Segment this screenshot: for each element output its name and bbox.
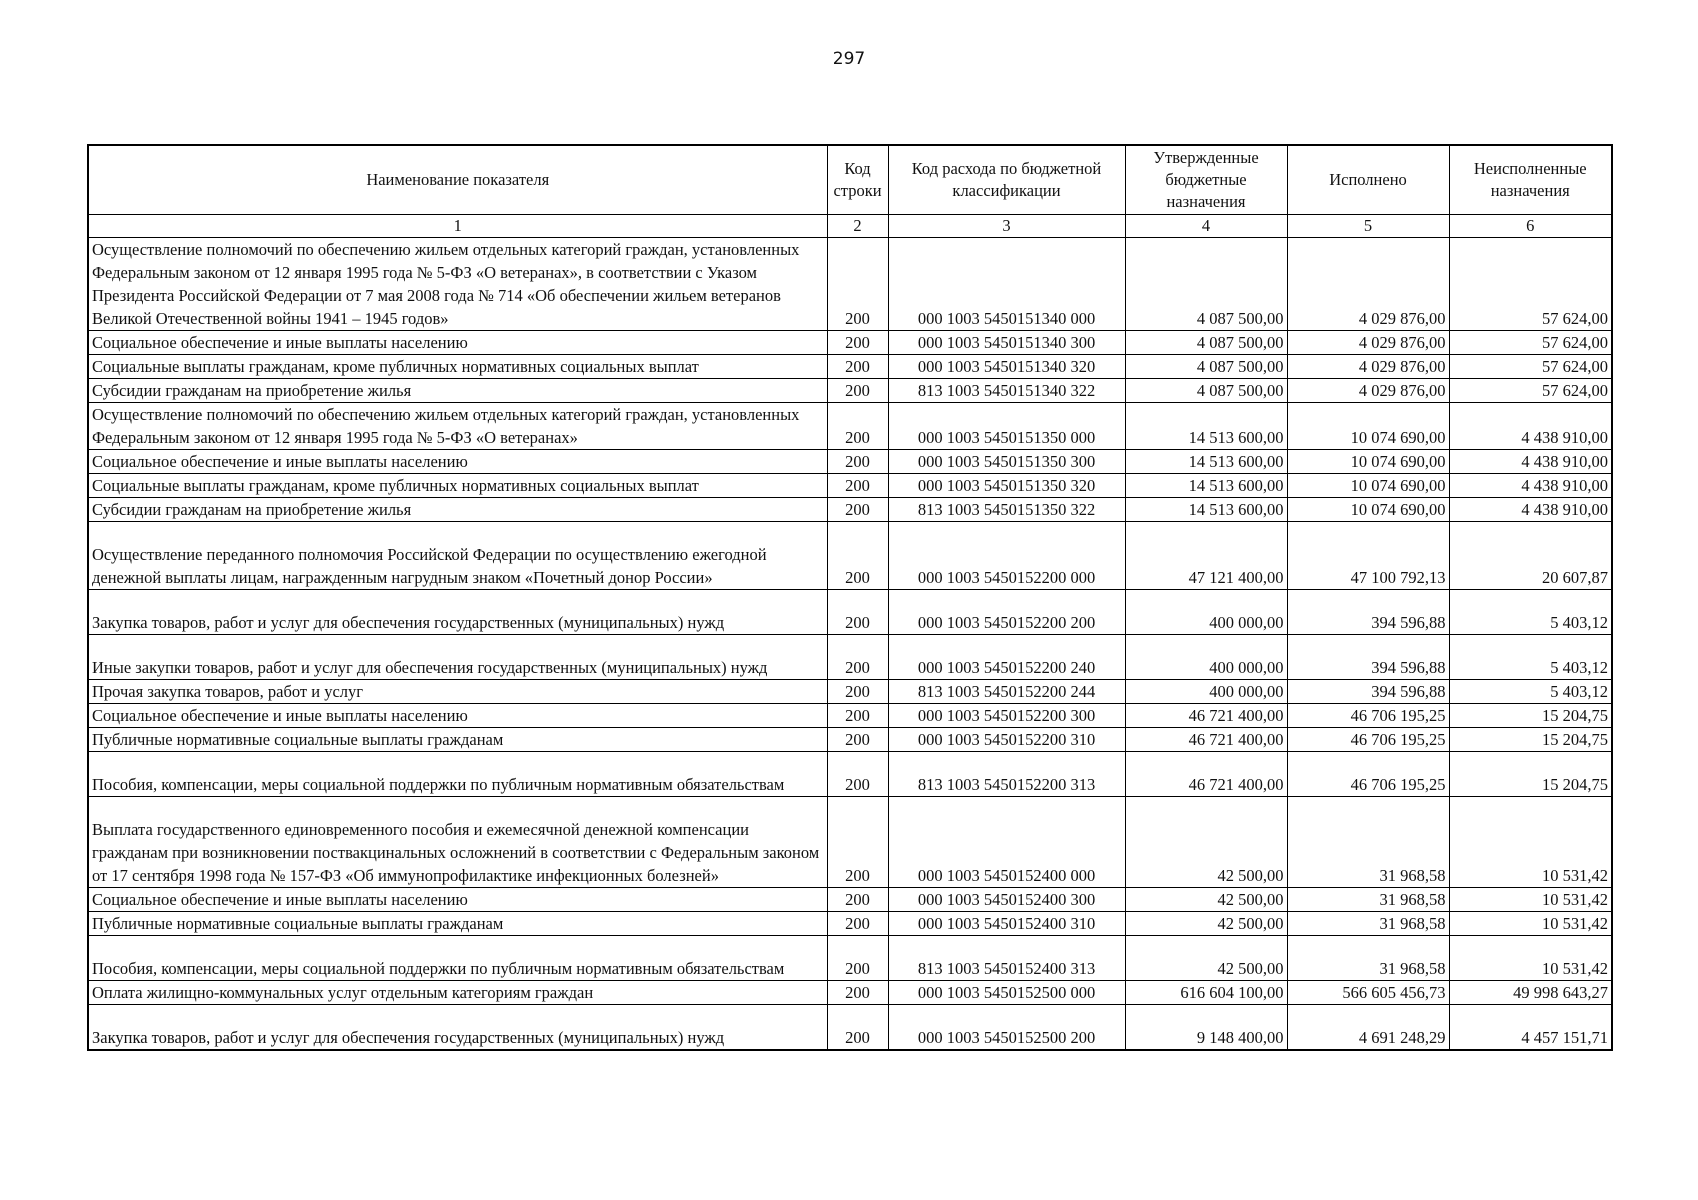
table-row	[88, 474, 1612, 498]
row-unexecuted: 4 438 910,00	[1449, 403, 1612, 450]
row-executed: 31 968,58	[1287, 888, 1449, 912]
row-name: Закупка товаров, работ и услуг для обеспечения государственных (муниципальных) нужд	[88, 1005, 827, 1050]
row-classification: 000 1003 5450152200 000	[888, 522, 1125, 590]
row-unexecuted: 57 624,00	[1449, 331, 1612, 355]
row-unexecuted: 10 531,42	[1449, 936, 1612, 981]
row-approved: 4 087 500,00	[1125, 238, 1287, 331]
column-number: 2	[827, 215, 888, 238]
row-classification: 000 1003 5450152400 000	[888, 797, 1125, 888]
column-number: 6	[1449, 215, 1612, 238]
table-row	[88, 379, 1612, 403]
row-unexecuted: 10 531,42	[1449, 888, 1612, 912]
row-approved: 42 500,00	[1125, 797, 1287, 888]
header-approved: Утвержденные бюджетные назначения	[1125, 145, 1287, 215]
column-number: 3	[888, 215, 1125, 238]
column-number: 4	[1125, 215, 1287, 238]
row-name: Пособия, компенсации, меры социальной поддержки по публичным нормативным обязательствам	[88, 752, 827, 797]
row-classification: 813 1003 5450151340 322	[888, 379, 1125, 403]
column-number: 1	[88, 215, 827, 238]
row-name: Социальные выплаты гражданам, кроме публичных нормативных социальных выплат	[88, 474, 827, 498]
row-unexecuted: 15 204,75	[1449, 704, 1612, 728]
row-executed: 4 029 876,00	[1287, 238, 1449, 331]
row-line-code: 200	[827, 728, 888, 752]
row-classification: 000 1003 5450151340 320	[888, 355, 1125, 379]
row-unexecuted: 57 624,00	[1449, 355, 1612, 379]
row-classification: 000 1003 5450152500 200	[888, 1005, 1125, 1050]
row-name: Публичные нормативные социальные выплаты гражданам	[88, 728, 827, 752]
row-executed: 10 074 690,00	[1287, 450, 1449, 474]
row-approved: 400 000,00	[1125, 635, 1287, 680]
row-line-code: 200	[827, 888, 888, 912]
table-row	[88, 1005, 1612, 1050]
row-approved: 47 121 400,00	[1125, 522, 1287, 590]
table-row	[88, 403, 1612, 450]
row-executed: 31 968,58	[1287, 912, 1449, 936]
table-row	[88, 590, 1612, 635]
row-executed: 10 074 690,00	[1287, 474, 1449, 498]
row-executed: 394 596,88	[1287, 680, 1449, 704]
row-executed: 47 100 792,13	[1287, 522, 1449, 590]
row-name: Прочая закупка товаров, работ и услуг	[88, 680, 827, 704]
table-row	[88, 331, 1612, 355]
table-row	[88, 981, 1612, 1005]
column-number: 5	[1287, 215, 1449, 238]
row-line-code: 200	[827, 1005, 888, 1050]
row-unexecuted: 57 624,00	[1449, 238, 1612, 331]
header-line-code: Код строки	[827, 145, 888, 215]
row-name: Оплата жилищно-коммунальных услуг отдельным категориям граждан	[88, 981, 827, 1005]
row-unexecuted: 5 403,12	[1449, 635, 1612, 680]
row-name: Закупка товаров, работ и услуг для обеспечения государственных (муниципальных) нужд	[88, 590, 827, 635]
row-executed: 4 029 876,00	[1287, 379, 1449, 403]
row-unexecuted: 15 204,75	[1449, 752, 1612, 797]
table-row	[88, 888, 1612, 912]
row-classification: 000 1003 5450151350 300	[888, 450, 1125, 474]
row-approved: 4 087 500,00	[1125, 379, 1287, 403]
row-line-code: 200	[827, 912, 888, 936]
row-approved: 42 500,00	[1125, 912, 1287, 936]
row-classification: 000 1003 5450151350 320	[888, 474, 1125, 498]
row-approved: 46 721 400,00	[1125, 752, 1287, 797]
row-line-code: 200	[827, 635, 888, 680]
row-line-code: 200	[827, 981, 888, 1005]
row-executed: 4 029 876,00	[1287, 331, 1449, 355]
header-unexecuted: Неисполненные назначения	[1449, 145, 1612, 215]
table-row	[88, 522, 1612, 590]
row-classification: 000 1003 5450151340 300	[888, 331, 1125, 355]
page-number: 297	[832, 49, 866, 69]
row-name: Социальные выплаты гражданам, кроме публичных нормативных социальных выплат	[88, 355, 827, 379]
row-name: Социальное обеспечение и иные выплаты населению	[88, 888, 827, 912]
row-classification: 000 1003 5450152200 200	[888, 590, 1125, 635]
row-executed: 4 691 248,29	[1287, 1005, 1449, 1050]
row-approved: 46 721 400,00	[1125, 728, 1287, 752]
row-name: Публичные нормативные социальные выплаты гражданам	[88, 912, 827, 936]
row-executed: 46 706 195,25	[1287, 728, 1449, 752]
row-executed: 31 968,58	[1287, 936, 1449, 981]
row-classification: 000 1003 5450151350 000	[888, 403, 1125, 450]
row-name: Осуществление полномочий по обеспечению жильем отдельных категорий граждан, установленных Федеральным законом от 12 января 1995 года № 5-ФЗ «О ветеранах»	[88, 403, 827, 450]
row-unexecuted: 57 624,00	[1449, 379, 1612, 403]
row-line-code: 200	[827, 379, 888, 403]
table-body	[88, 238, 1612, 1050]
row-name: Субсидии гражданам на приобретение жилья	[88, 379, 827, 403]
row-classification: 813 1003 5450151350 322	[888, 498, 1125, 522]
row-approved: 4 087 500,00	[1125, 355, 1287, 379]
row-approved: 42 500,00	[1125, 888, 1287, 912]
row-line-code: 200	[827, 752, 888, 797]
row-line-code: 200	[827, 590, 888, 635]
row-line-code: 200	[827, 238, 888, 331]
table-row	[88, 912, 1612, 936]
row-executed: 4 029 876,00	[1287, 355, 1449, 379]
table-row	[88, 936, 1612, 981]
row-classification: 813 1003 5450152400 313	[888, 936, 1125, 981]
row-classification: 000 1003 5450152400 310	[888, 912, 1125, 936]
row-unexecuted: 20 607,87	[1449, 522, 1612, 590]
row-line-code: 200	[827, 331, 888, 355]
row-approved: 4 087 500,00	[1125, 331, 1287, 355]
row-classification: 000 1003 5450152200 310	[888, 728, 1125, 752]
row-approved: 42 500,00	[1125, 936, 1287, 981]
row-unexecuted: 4 438 910,00	[1449, 474, 1612, 498]
row-executed: 566 605 456,73	[1287, 981, 1449, 1005]
row-unexecuted: 5 403,12	[1449, 680, 1612, 704]
row-name: Осуществление переданного полномочия Российской Федерации по осуществлению ежегодной денежной выплаты лицам, награжденным нагрудным знаком «Почетный донор России»	[88, 522, 827, 590]
row-unexecuted: 5 403,12	[1449, 590, 1612, 635]
table-row	[88, 635, 1612, 680]
table-row	[88, 797, 1612, 888]
row-line-code: 200	[827, 680, 888, 704]
header-executed: Исполнено	[1287, 145, 1449, 215]
table-row	[88, 728, 1612, 752]
row-classification: 000 1003 5450151340 000	[888, 238, 1125, 331]
row-approved: 46 721 400,00	[1125, 704, 1287, 728]
row-name: Выплата государственного единовременного пособия и ежемесячной денежной компенсации гражданам при возникновении поствакцинальных осложнений в соответствии с Федеральным законом от 17 сентября 1998 года № 157-ФЗ «Об иммунопрофилактике инфекционных болезней»	[88, 797, 827, 888]
table-row	[88, 498, 1612, 522]
row-unexecuted: 4 438 910,00	[1449, 450, 1612, 474]
row-unexecuted: 15 204,75	[1449, 728, 1612, 752]
row-unexecuted: 4 457 151,71	[1449, 1005, 1612, 1050]
header-classification: Код расхода по бюджетной классификации	[888, 145, 1125, 215]
row-name: Субсидии гражданам на приобретение жилья	[88, 498, 827, 522]
table-row	[88, 704, 1612, 728]
row-classification: 813 1003 5450152200 244	[888, 680, 1125, 704]
row-approved: 14 513 600,00	[1125, 450, 1287, 474]
row-line-code: 200	[827, 474, 888, 498]
row-unexecuted: 4 438 910,00	[1449, 498, 1612, 522]
table-row	[88, 238, 1612, 331]
table-row	[88, 450, 1612, 474]
row-classification: 000 1003 5450152400 300	[888, 888, 1125, 912]
row-line-code: 200	[827, 450, 888, 474]
row-approved: 400 000,00	[1125, 680, 1287, 704]
row-line-code: 200	[827, 355, 888, 379]
row-executed: 10 074 690,00	[1287, 498, 1449, 522]
row-approved: 14 513 600,00	[1125, 403, 1287, 450]
row-approved: 9 148 400,00	[1125, 1005, 1287, 1050]
row-name: Социальное обеспечение и иные выплаты населению	[88, 450, 827, 474]
row-name: Социальное обеспечение и иные выплаты населению	[88, 704, 827, 728]
row-line-code: 200	[827, 403, 888, 450]
row-line-code: 200	[827, 936, 888, 981]
table-header	[88, 145, 1612, 238]
row-approved: 400 000,00	[1125, 590, 1287, 635]
row-unexecuted: 10 531,42	[1449, 912, 1612, 936]
row-executed: 394 596,88	[1287, 590, 1449, 635]
row-classification: 000 1003 5450152200 300	[888, 704, 1125, 728]
table-row	[88, 752, 1612, 797]
row-line-code: 200	[827, 498, 888, 522]
row-executed: 31 968,58	[1287, 797, 1449, 888]
row-approved: 14 513 600,00	[1125, 474, 1287, 498]
row-line-code: 200	[827, 797, 888, 888]
header-name: Наименование показателя	[88, 145, 827, 215]
row-line-code: 200	[827, 522, 888, 590]
row-executed: 46 706 195,25	[1287, 752, 1449, 797]
row-name: Иные закупки товаров, работ и услуг для обеспечения государственных (муниципальных) нужд	[88, 635, 827, 680]
row-approved: 616 604 100,00	[1125, 981, 1287, 1005]
table-row	[88, 680, 1612, 704]
row-classification: 000 1003 5450152500 000	[888, 981, 1125, 1005]
row-name: Пособия, компенсации, меры социальной поддержки по публичным нормативным обязательствам	[88, 936, 827, 981]
row-classification: 813 1003 5450152200 313	[888, 752, 1125, 797]
row-name: Осуществление полномочий по обеспечению жильем отдельных категорий граждан, установленных Федеральным законом от 12 января 1995 года № 5-ФЗ «О ветеранах», в соответствии с Указом Президента Российской Федерации от 7 мая 2008 года № 714 «Об обеспечении жильем ветеранов Великой Отечественной войны 1941 – 1945 годов»	[88, 238, 827, 331]
row-unexecuted: 10 531,42	[1449, 797, 1612, 888]
row-executed: 46 706 195,25	[1287, 704, 1449, 728]
row-approved: 14 513 600,00	[1125, 498, 1287, 522]
row-name: Социальное обеспечение и иные выплаты населению	[88, 331, 827, 355]
row-executed: 394 596,88	[1287, 635, 1449, 680]
row-line-code: 200	[827, 704, 888, 728]
row-unexecuted: 49 998 643,27	[1449, 981, 1612, 1005]
row-classification: 000 1003 5450152200 240	[888, 635, 1125, 680]
budget-table	[87, 144, 1613, 1051]
row-executed: 10 074 690,00	[1287, 403, 1449, 450]
table-row	[88, 355, 1612, 379]
